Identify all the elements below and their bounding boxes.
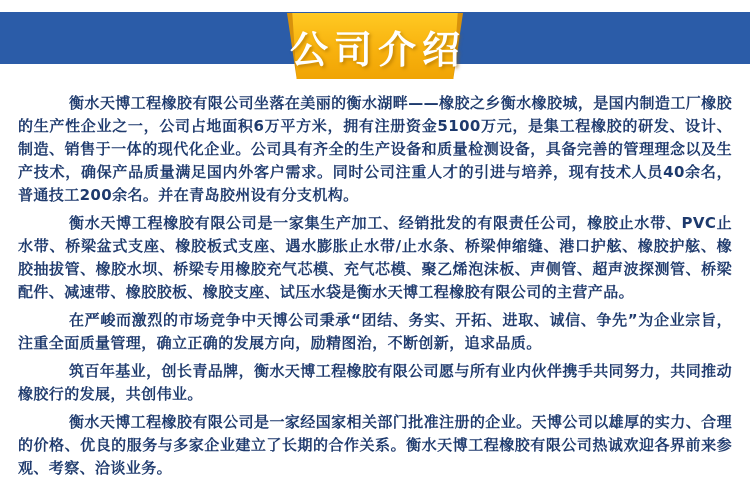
title-ribbon	[287, 13, 467, 79]
intro-paragraph-main-products: 衡水天博工程橡胶有限公司是一家集生产加工、经销批发的有限责任公司，橡胶止水带、PVC止水带、桥梁盆式支座、橡胶板式支座、遇水膨胀止水带/止水条、桥梁伸缩缝、港口护舷、橡胶护舷、橡胶抽拔管、橡胶水坝、桥梁专用橡胶充气芯模、充气芯模、聚乙烯泡沫板、声侧管、超声波探测管、桥梁配件、减速带、橡胶胶板、橡胶支座、试压水袋是衡水天博工程橡胶有限公司的主营产品。	[18, 214, 732, 301]
intro-paragraph-company-motto: 在严峻而激烈的市场竞争中天博公司秉承“团结、务实、开拓、进取、诚信、争先”为企业宗旨，注重全面质量管理，确立正确的发展方向，励精图治，不断创新，追求品质。	[18, 311, 732, 352]
intro-paragraph-welcome: 衡水天博工程橡胶有限公司是一家经国家相关部门批准注册的企业。天博公司以雄厚的实力、合理的价格、优良的服务与多家企业建立了长期的合作关系。衡水天博工程橡胶有限公司热诚欢迎各界前来参观、考察、洽谈业务。	[18, 413, 732, 477]
banner	[0, 0, 750, 82]
intro-paragraph-company-overview: 衡水天博工程橡胶有限公司坐落在美丽的衡水湖畔——橡胶之乡衡水橡胶城，是国内制造工厂橡胶的生产性企业之一，公司占地面积6万平方米，拥有注册资金5100万元，是集工程橡胶的研发、设计、制造、销售于一体的现代化企业。公司具有齐全的生产设备和质量检测设备，具备完善的管理理念以及生产技术，确保产品质量满足国内外客户需求。同时公司注重人才的引进与培养，现有技术人员40余名，普通技工200余名。并在青岛胶州设有分支机构。	[18, 94, 732, 204]
page-title: 公司介绍	[290, 27, 467, 72]
intro-text-section	[0, 82, 750, 480]
intro-paragraph-vision: 筑百年基业，创长青品牌，衡水天博工程橡胶有限公司愿与所有业内伙伴携手共同努力，共同推动橡胶行的发展，共创伟业。	[18, 362, 732, 403]
